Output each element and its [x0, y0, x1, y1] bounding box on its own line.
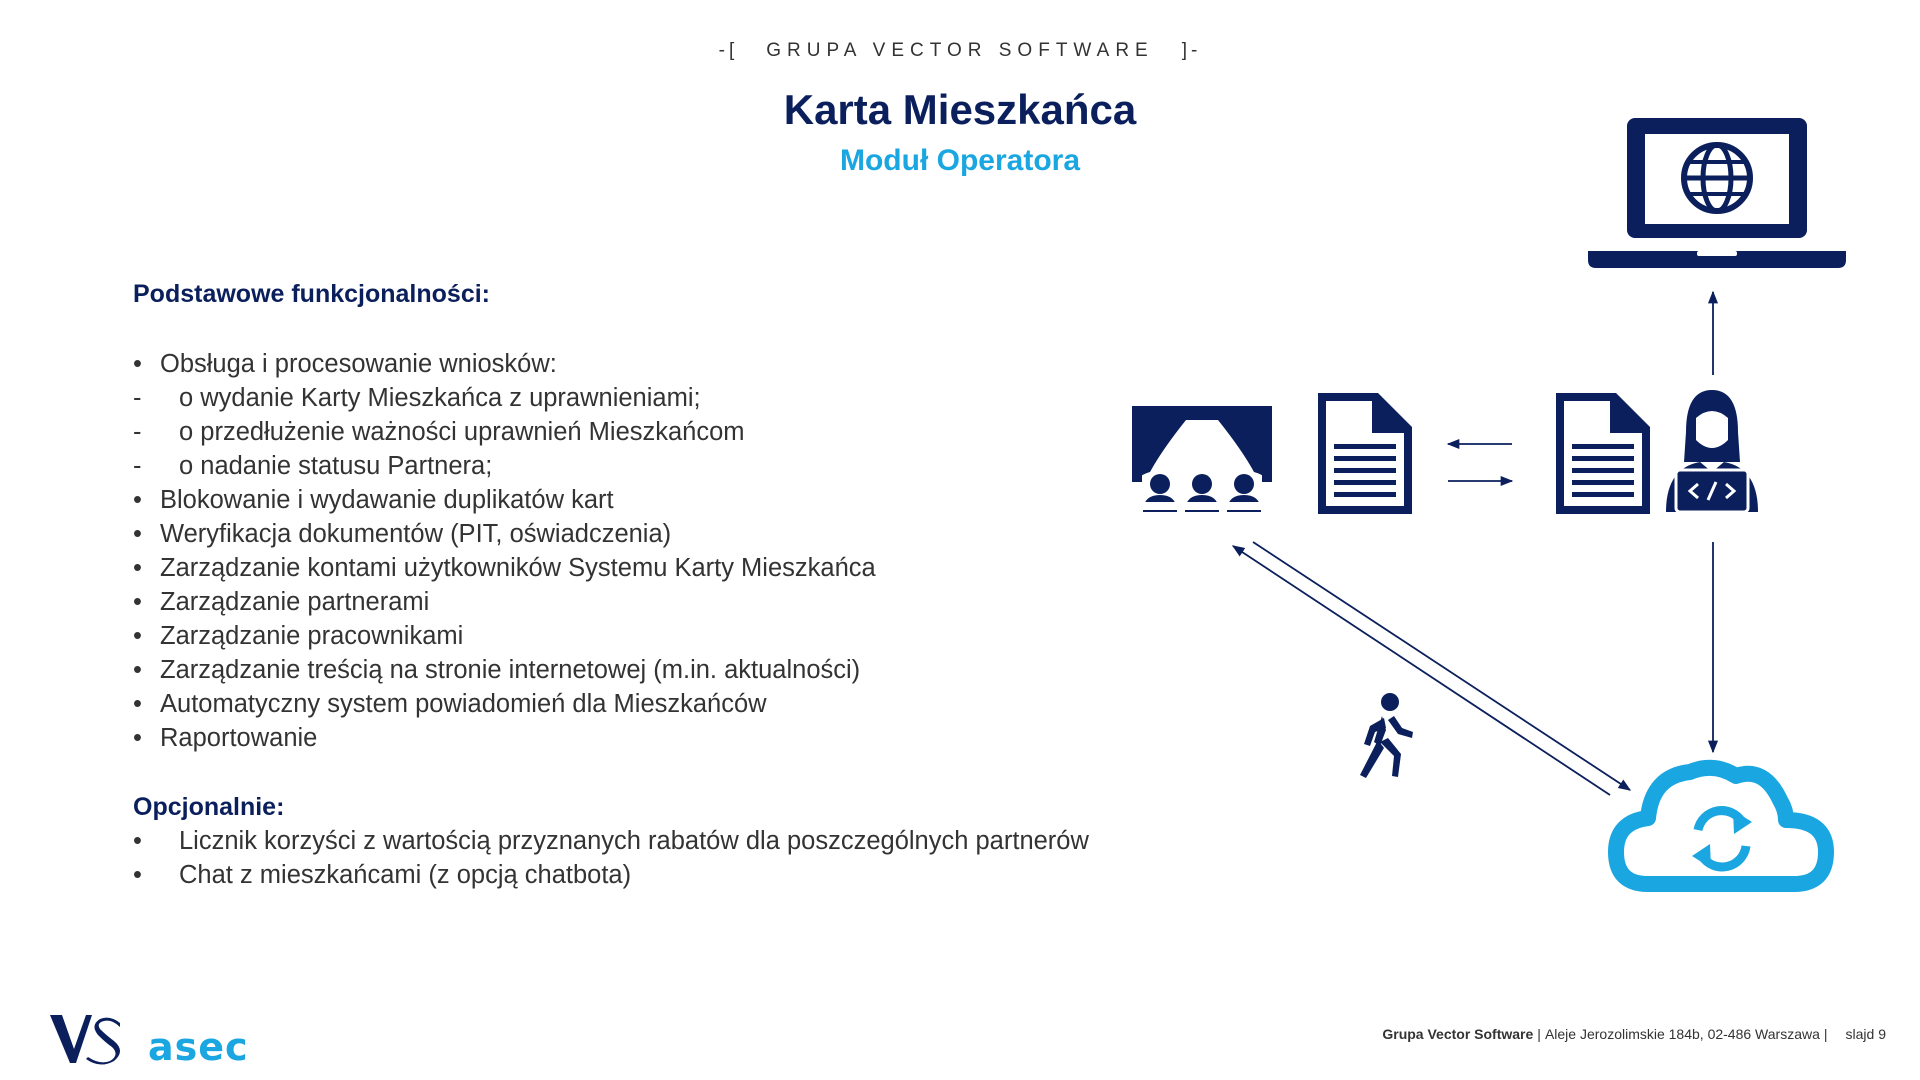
vs-logo — [48, 1013, 128, 1065]
footer-address: Aleje Jerozolimskie 184b, 02-486 Warszawa — [1544, 1026, 1820, 1042]
list-item — [133, 449, 1133, 483]
page-title: Karta Mieszkańca — [783, 86, 1137, 133]
page-subtitle: Moduł Operatora — [839, 144, 1080, 177]
list-marker: • — [133, 350, 142, 378]
list-marker: • — [133, 827, 142, 855]
list-item — [133, 824, 1133, 858]
laptop-globe-icon — [1588, 118, 1846, 268]
list-item-text: Blokowanie i wydawanie duplikatów kart — [160, 486, 614, 514]
footer-info — [1382, 1026, 1886, 1042]
list-item — [133, 347, 1133, 381]
list-marker: • — [133, 724, 142, 752]
document-icon — [1318, 393, 1412, 514]
features-heading: Podstawowe funkcjonalności: — [133, 280, 490, 308]
list-item-text: Automatyczny system powiadomień dla Mieszkańców — [160, 690, 767, 718]
document-icon — [1556, 393, 1650, 514]
list-item-text: Zarządzanie kontami użytkowników Systemu Karty Mieszkańca — [160, 554, 876, 582]
brand-bar — [0, 40, 1920, 62]
footer-separator: | — [1537, 1026, 1541, 1042]
features-items — [133, 347, 1133, 755]
list-marker: - — [133, 452, 142, 480]
footer-separator: | — [1823, 1026, 1828, 1042]
list-marker: - — [133, 384, 142, 412]
list-item-text: Weryfikacja dokumentów (PIT, oświadczenia) — [160, 520, 672, 548]
list-item-text: Zarządzanie treścią na stronie internetowej (m.in. aktualności) — [160, 656, 861, 684]
list-item-text: o nadanie statusu Partnera; — [179, 452, 493, 480]
developer-icon — [1666, 390, 1758, 512]
list-item — [133, 551, 1133, 585]
list-item-text: Licznik korzyści z wartością przyznanych rabatów dla poszczególnych partnerów — [179, 827, 1089, 855]
list-marker: • — [133, 656, 142, 684]
list-item — [133, 653, 1133, 687]
bracket-close: ]- — [1181, 40, 1202, 61]
list-marker: • — [133, 554, 142, 582]
list-item — [133, 585, 1133, 619]
list-item — [133, 483, 1133, 517]
list-item — [133, 619, 1133, 653]
list-marker: • — [133, 486, 142, 514]
walking-person-icon — [1360, 693, 1413, 778]
asec-logo: asec — [148, 1025, 249, 1069]
arrow-to-theater — [1233, 546, 1610, 795]
list-item — [133, 858, 1133, 892]
list-marker: • — [133, 622, 142, 650]
list-marker: • — [133, 520, 142, 548]
arrow-to-cloud — [1253, 542, 1630, 790]
list-item-text: Obsługa i procesowanie wniosków: — [160, 350, 557, 378]
cloud-sync-icon — [1616, 768, 1826, 884]
list-item-text: o wydanie Karty Mieszkańca z uprawnieniami; — [179, 384, 701, 412]
list-item-text: Zarządzanie partnerami — [160, 588, 430, 616]
slide-number: slajd 9 — [1845, 1026, 1886, 1042]
theater-audience-icon — [1132, 406, 1272, 512]
bracket-open: -[ — [718, 40, 739, 61]
list-marker: • — [133, 588, 142, 616]
optional-items — [133, 824, 1133, 892]
list-marker: - — [133, 418, 142, 446]
list-item-text: Raportowanie — [160, 724, 318, 752]
list-marker: • — [133, 861, 142, 889]
list-item — [133, 721, 1133, 755]
list-item-text: Chat z mieszkańcami (z opcją chatbota) — [179, 861, 632, 889]
list-item — [133, 381, 1133, 415]
brand-name: GRUPA VECTOR SOFTWARE — [766, 40, 1154, 61]
footer-company: Grupa Vector Software — [1382, 1026, 1534, 1042]
feature-list — [133, 280, 1133, 892]
list-item-text: Zarządzanie pracownikami — [160, 622, 464, 650]
list-item — [133, 687, 1133, 721]
list-marker: • — [133, 690, 142, 718]
list-item-text: o przedłużenie ważności uprawnień Mieszkańcom — [179, 418, 745, 446]
list-item — [133, 517, 1133, 551]
list-item — [133, 415, 1133, 449]
optional-heading: Opcjonalnie: — [133, 793, 285, 821]
